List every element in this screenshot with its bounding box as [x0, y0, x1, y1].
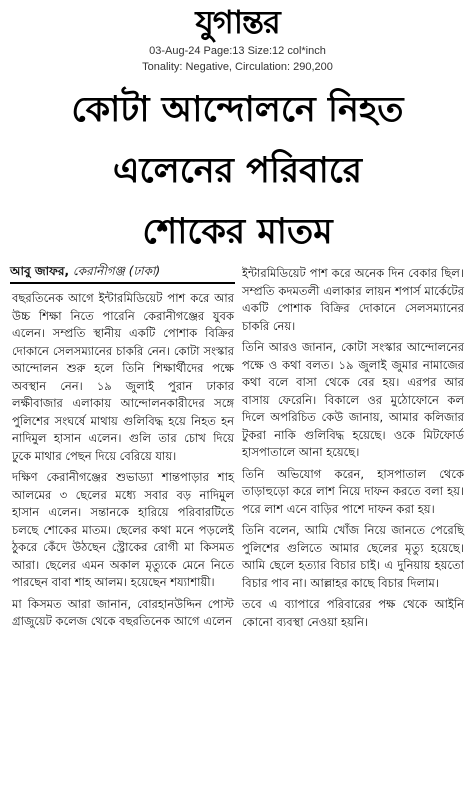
- headline-line-2: এলেনের পরিবারে: [112, 151, 363, 191]
- paragraph: বছরতিনেক আগে ইন্টারমিডিয়েট পাশ করে আর উচ্চ শিক্ষা নিতে পারেনি কেরানীগঞ্জের যুবক এলেন। সম্প্রতি স্থানীয় একটি পোশাক বিক্রির দোকানে সেলসম্যানের চাকরি নেন। কোটা সংস্কার আন্দোলন শুরু হলে তিনি শিক্ষার্থীদের পক্ষে অবস্থান নেন। ১৯ জুলাই পুরান ঢাকার লক্ষীবাজার এলাকায় আন্দোলনকারীদের সঙ্গে পুলিশের সংঘর্ষে মাথায় গুলিবিদ্ধ হয়ে নিহত হন নাদিমুল হাসান এলেন। গুলি তার চোখ দিয়ে ঢুকে মাথার পেছন দিয়ে বেরিয়ে যায়।: [12, 291, 234, 463]
- headline-line-1: কোটা আন্দোলনে নিহত: [71, 90, 404, 130]
- article-column-1: [12, 290, 234, 632]
- article-column-2: [242, 265, 464, 632]
- paragraph: তিনি আরও জানান, কোটা সংস্কার আন্দোলনের পক্ষে ও কথা বলত। ১৯ জুলাই জুমার নামাজের কথা বলে বাসা থেকে বের হয়। এরপর আর বাসায় ফেরেনি। বিকালে ওর মুঠোফোনে কল দিলে অপরিচিত কেউ জানায়, আমার কলিজার টুকরা নাকি গুলিবিদ্ধ হয়েছে। ওকে মিটফোর্ড হাসপাতালে আনা হয়েছে।: [242, 340, 464, 459]
- paragraph: তিনি অভিযোগ করেন, হাসপাতাল থেকে তাড়াহুড়ো করে লাশ নিয়ে দাফন করতে বলা হয়। পরে লাশ এনে বাড়ির পাশে দাফন করা হয়।: [242, 466, 464, 516]
- paragraph: মা কিসমত আরা জানান, বোরহানউদ্দিন পোস্ট গ্রাজুয়েট কলেজ থেকে বছরতিনেক আগে এলেন: [12, 596, 234, 628]
- article-byline: [10, 262, 245, 280]
- newspaper-masthead: যুগান্তর: [195, 3, 280, 41]
- clipping-info: 03-Aug-24 Page:13 Size:12 col*inch: [149, 45, 326, 57]
- article-headline: [12, 80, 463, 263]
- paragraph: তবে এ ব্যাপারে পরিবারের পক্ষ থেকে আইনি কোনো ব্যবস্থা নেওয়া হয়নি।: [242, 597, 464, 629]
- byline-author: আবু জাফর,: [10, 264, 69, 278]
- paragraph: তিনি বলেন, আমি খোঁজ নিয়ে জানতে পেরেছি পুলিশের গুলিতে আমার ছেলের মৃত্যু হয়েছে। আমি ছেলে হত্যার বিচার চাই। এ দুনিয়ায় হয়তো বিচার পাব না। আল্লাহর কাছে বিচার দিলাম।: [242, 523, 464, 590]
- byline-location: কেরানীগঞ্জ (ঢাকা): [72, 264, 161, 278]
- paragraph: দক্ষিণ কেরানীগঞ্জের শুভাড্যা শান্তপাড়ার শাহ আলমের ৩ ছেলের মধ্যে সবার বড় নাদিমুল হাসান এলেন। সন্তানকে হারিয়ে পরিবারটিতে চলছে শোকের মাতম। ছেলের কথা মনে পড়লেই ঠুকরে কেঁদে উঠছেন স্ট্রোকের রোগী মা কিসমত আরা। ছেলের এমন অকাল মৃত্যুকে মেনে নিতে পারছেন বাবা শাহ আলম। হয়েছেন শয্যাশায়ী।: [12, 470, 234, 589]
- paragraph: ইন্টারমিডিয়েট পাশ করে অনেক দিন বেকার ছিল। সম্প্রতি কদমতলী এলাকার লায়ন শপার্স মার্কেটের একটি পোশাক বিক্রির দোকানে সেলসম্যানের চাকরি নেয়।: [242, 266, 464, 333]
- byline-divider: [10, 282, 235, 284]
- headline-line-3: শোকের মাতম: [142, 212, 333, 252]
- clipping-tonality: Tonality: Negative, Circulation: 290,200: [142, 61, 333, 73]
